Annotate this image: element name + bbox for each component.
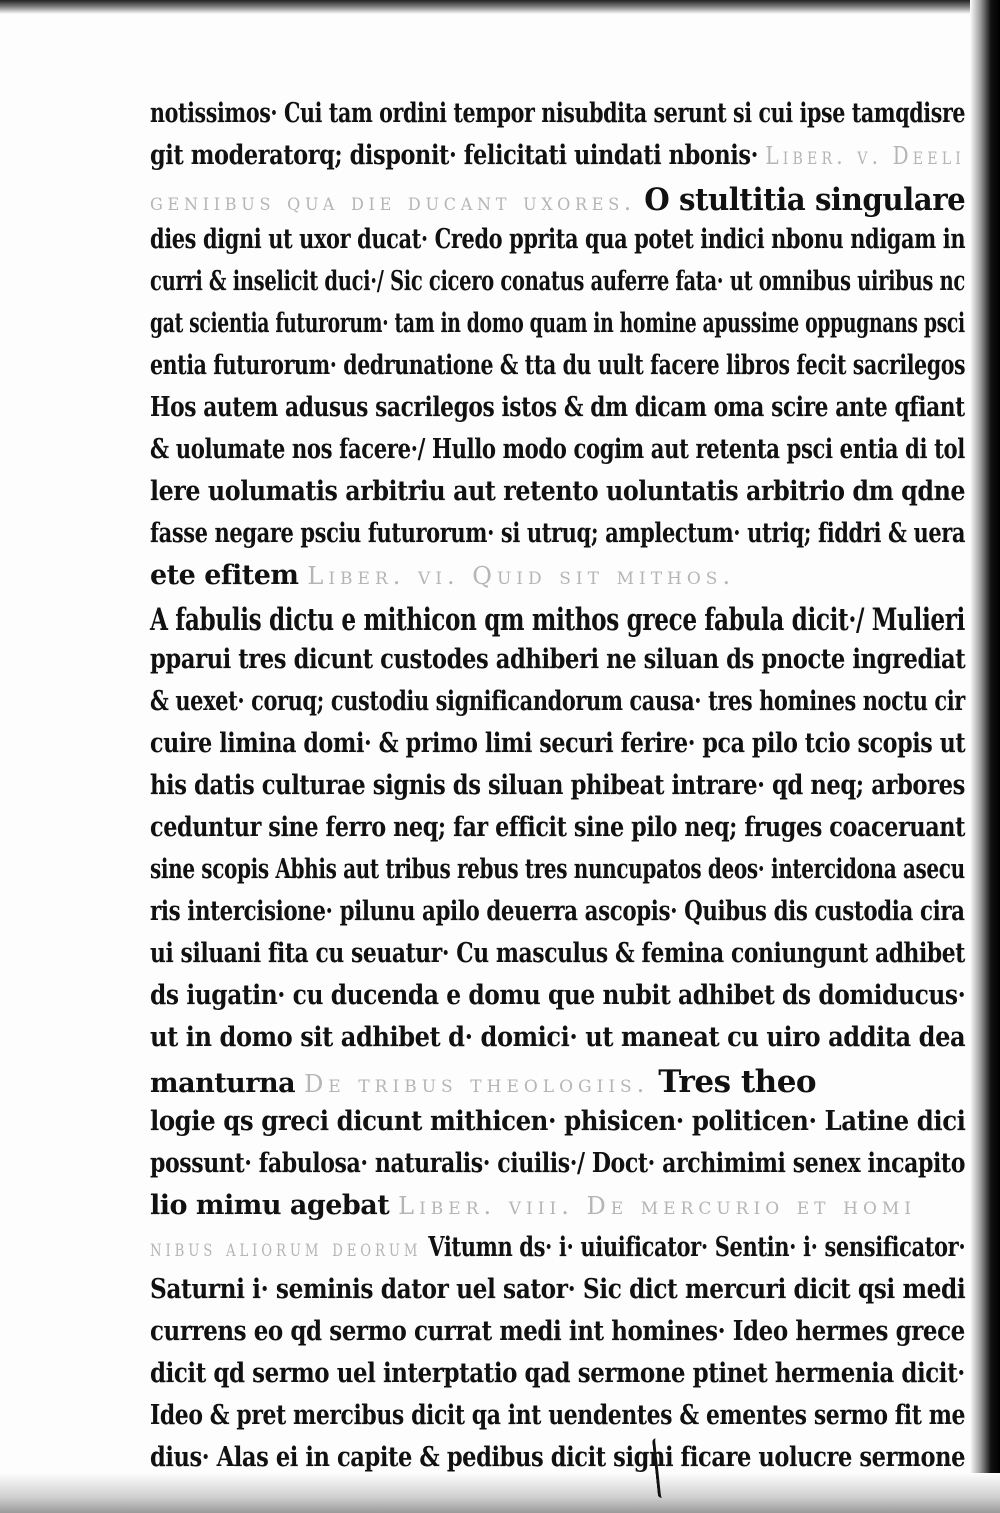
text-line: entia futurorum· dedrunatione & tta du uult facere libros fecit sacrilegos (150, 350, 966, 381)
text-line: ete efitem Liber. vi. Quid sit mithos. (150, 560, 736, 591)
text-line: sine scopis Abhis aut tribus rebus tres nuncupatos deos· intercidona asecu (150, 854, 965, 885)
text-line: A fabulis dictu e mithicon qm mithos grece fabula dicit·/ Mulieri (150, 602, 965, 638)
text-line: ris intercisione· pilunu apilo deuerra ascopis· Quibus dis custodia cira (150, 896, 965, 927)
text-line: Hos autem adusus sacrilegos istos & dm dicam oma scire ante qfiant (150, 392, 965, 423)
rubric-heading: Liber. v. Deeli (765, 142, 965, 170)
text-line: & uexet· coruq; custodiu significandorum causa· tres homines noctu cir (150, 686, 965, 717)
text-line: git moderatorq; disponit· felicitati uindati nbonis· Liber. v. Deeli (150, 140, 965, 171)
page-bottom-edge (0, 1473, 1000, 1513)
text-line: lere uolumatis arbitriu aut retento uoluntatis arbitrio dm qdne (150, 476, 966, 507)
book-gutter (970, 0, 1000, 1513)
text-line: geniibus qua die ducant uxores. O stultitia singulare (150, 182, 966, 218)
page-top-edge (0, 0, 1000, 14)
text-line: & uolumate nos facere·/ Hullo modo cogim aut retenta psci entia di tol (150, 434, 965, 465)
rubric-heading: Liber. viii. De mercurio et homi (398, 1192, 917, 1220)
text-line: nibus aliorum deorum Vitumn ds· i· uiuificator· Sentin· i· sensificator· (150, 1232, 966, 1263)
text-line: Saturni i· seminis dator uel sator· Sic dict mercuri dicit qsi medi (150, 1274, 966, 1305)
text-line: pparui tres dicunt custodes adhiberi ne siluan ds pnocte ingrediat (150, 644, 966, 675)
text-line: currens eo qd sermo currat medi int homines· Ideo hermes grece (150, 1316, 965, 1347)
text-line: dicit qd sermo uel interptatio qad sermone ptinet hermenia dicit· (150, 1358, 965, 1389)
text-line: gat scientia futurorum· tam in domo quam in homine apussime oppugnans psci (150, 308, 965, 339)
text-line: lio mimu agebat Liber. viii. De mercurio et homi (150, 1190, 917, 1221)
text-line: his datis culturae signis ds siluan phibeat intrare· qd neq; arbores (150, 770, 965, 801)
rubric-heading: De tribus theologiis. (304, 1070, 650, 1098)
text-line: logie qs greci dicunt mithicen· phisicen· politicen· Latine dici (150, 1106, 966, 1137)
rubric-heading: geniibus qua die ducant uxores. (150, 188, 636, 216)
text-line: ut in domo sit adhibet d· domici· ut maneat cu uiro addita dea (150, 1022, 966, 1053)
text-line: dies digni ut uxor ducat· Credo pprita qua potet indici nbonu ndigam in (150, 224, 966, 255)
text-line: dius· Alas ei in capite & pedibus dicit signi ficare uolucre sermone (150, 1442, 966, 1473)
text-line: manturna De tribus theologiis. Tres theo (150, 1064, 817, 1100)
text-line: ds iugatin· cu ducenda e domu que nubit adhibet ds domiducus· (150, 980, 966, 1011)
text-line: Ideo & pret mercibus dicit qa int uendentes & ementes sermo fit me (150, 1400, 966, 1431)
text-line: cuire limina domi· & primo limi securi ferire· pca pilo tcio scopis ut (150, 728, 966, 759)
text-line: fasse negare psciu futurorum· si utruq; amplectum· utriq; fiddri & uera (150, 518, 966, 549)
text-line: possunt· fabulosa· naturalis· ciuilis·/ Doct· archimimi senex incapito (150, 1148, 965, 1179)
text-line: notissimos· Cui tam ordini tempor nisubdita serunt si cui ipse tamqdisre (150, 98, 966, 129)
text-line: curri & inselicit duci·/ Sic cicero conatus auferre fata· ut omnibus uiribus nc (150, 266, 965, 297)
rubric-heading: nibus aliorum deorum (150, 1234, 422, 1262)
rubric-heading: Liber. vi. Quid sit mithos. (307, 562, 736, 590)
text-line: ceduntur sine ferro neq; far efficit sine pilo neq; fruges coaceruant (150, 812, 965, 843)
text-line: ui siluani fita cu seuatur· Cu masculus & femina coniungunt adhibet (150, 938, 965, 969)
